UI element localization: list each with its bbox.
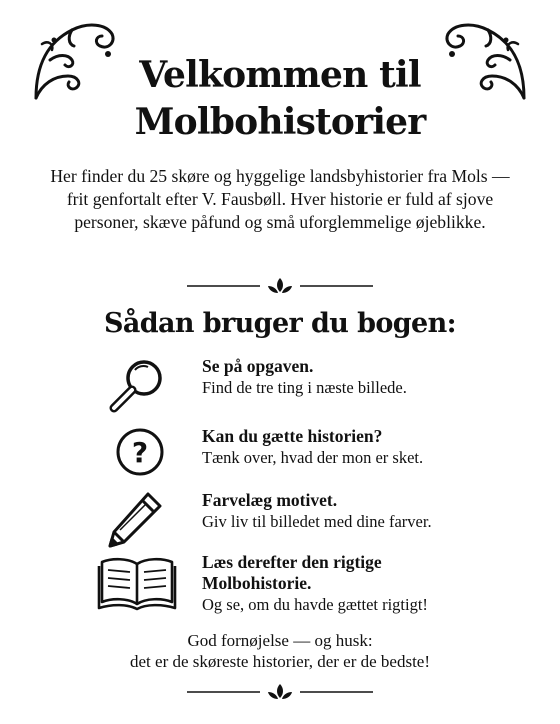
closing-line-1: God fornøjelse — og husk: xyxy=(187,631,373,650)
step-description: Giv liv til billedet med dine farver. xyxy=(202,512,432,531)
step-title: Se på opgaven. xyxy=(202,356,314,376)
closing-text xyxy=(0,630,560,672)
closing-line-2: det er de skøreste historier, der er de bedste! xyxy=(130,652,430,671)
open-book-icon xyxy=(96,552,178,616)
divider-bottom xyxy=(0,680,560,704)
step-item xyxy=(100,426,520,496)
step-description: Tænk over, hvad der mon er sket. xyxy=(202,448,424,467)
page-title xyxy=(0,52,560,146)
step-item xyxy=(100,356,520,426)
step-title: Læs derefter den rigtige Molbohistorie. xyxy=(202,552,382,593)
step-description: Find de tre ting i næste billede. xyxy=(202,378,407,397)
pencil-icon xyxy=(100,490,172,554)
intro-paragraph: Her finder du 25 skøre og hyggelige landsbyhistorier fra Mols — frit genfortalt efter V. Fausbøll. Hver historie er fuld af sjove personer, skæve påfund og små uforglemmelige øjeblikke. xyxy=(50,166,510,232)
magnifying-glass-icon xyxy=(100,356,172,420)
step-description: Og se, om du havde gættet rigtigt! xyxy=(202,595,428,614)
leaf-ornament-icon xyxy=(185,274,375,298)
title-line-1: Velkommen til xyxy=(139,54,421,96)
section-heading: Sådan bruger du bogen: xyxy=(103,308,457,339)
divider-top xyxy=(0,274,560,298)
title-line-2: Molbohistorier xyxy=(134,101,426,143)
svg-text:?: ? xyxy=(131,436,149,469)
question-mark-icon xyxy=(100,426,172,490)
step-item xyxy=(100,490,520,560)
step-item xyxy=(100,552,520,632)
step-title: Kan du gætte historien? xyxy=(202,426,383,446)
step-title: Farvelæg motivet. xyxy=(202,490,338,510)
leaf-ornament-icon xyxy=(185,680,375,704)
